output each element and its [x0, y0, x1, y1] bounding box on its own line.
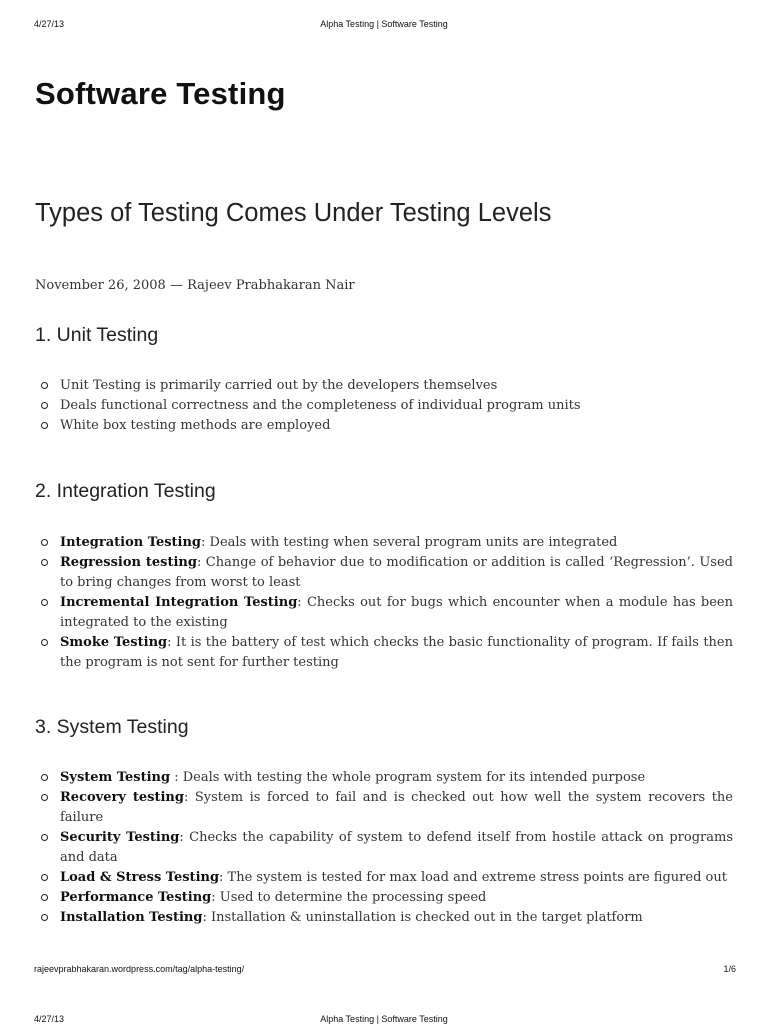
list-item	[35, 553, 733, 593]
list-item	[35, 888, 733, 908]
post-title[interactable]: Types of Testing Comes Under Testing Levels	[35, 199, 552, 227]
site-title[interactable]: Software Testing	[35, 76, 286, 111]
bullet-marker	[41, 914, 48, 921]
bullet-marker	[41, 599, 48, 606]
item-text: : It is the battery of test which checks the basic functionality of program. If fails then the program is not sent for further testing	[60, 635, 733, 670]
integration-testing-list	[35, 533, 733, 673]
bullet-marker	[41, 834, 48, 841]
list-item	[35, 593, 733, 633]
bullet-marker	[41, 559, 48, 566]
item-text: : Used to determine the processing speed	[211, 890, 487, 905]
list-item	[35, 868, 733, 888]
print-header-next-page	[0, 1014, 768, 1028]
print-page-title: Alpha Testing | Software Testing	[320, 19, 448, 29]
item-term: Performance Testing	[60, 890, 212, 905]
list-item	[35, 376, 733, 396]
list-item	[35, 416, 733, 436]
bullet-marker	[41, 874, 48, 881]
item-term: Recovery testing	[60, 790, 184, 805]
item-term: Installation Testing	[60, 910, 203, 925]
item-text: : Checks the capability of system to defend itself from hostile attack on programs and data	[60, 830, 733, 865]
list-item	[35, 908, 733, 928]
item-term: Security Testing	[60, 830, 180, 845]
section-heading-system-testing: 3. System Testing	[35, 716, 189, 738]
item-term: Smoke Testing	[60, 635, 168, 650]
print-page-number: 1/6	[723, 964, 736, 974]
item-term: Regression testing	[60, 555, 197, 570]
item-text: White box testing methods are employed	[60, 418, 331, 433]
bullet-marker	[41, 402, 48, 409]
item-text: : Deals with testing when several program units are integrated	[201, 535, 618, 550]
bullet-marker	[41, 794, 48, 801]
post-meta: November 26, 2008 — Rajeev Prabhakaran Nair	[35, 278, 355, 293]
item-text: : Installation & uninstallation is checked out in the target platform	[202, 910, 643, 925]
item-text: : The system is tested for max load and extreme stress points are figured out	[219, 870, 727, 885]
bullet-marker	[41, 382, 48, 389]
item-text: Deals functional correctness and the completeness of individual program units	[60, 398, 581, 413]
list-item	[35, 788, 733, 828]
bullet-marker	[41, 422, 48, 429]
section-heading-integration-testing: 2. Integration Testing	[35, 480, 216, 502]
bullet-marker	[41, 639, 48, 646]
list-item	[35, 396, 733, 416]
bullet-marker	[41, 539, 48, 546]
bullet-marker	[41, 894, 48, 901]
item-text: : Deals with testing the whole program system for its intended purpose	[170, 770, 646, 785]
item-text: Unit Testing is primarily carried out by the developers themselves	[60, 378, 498, 393]
print-date: 4/27/13	[34, 19, 65, 29]
item-text: : System is forced to fail and is checked out how well the system recovers the failure	[60, 790, 733, 825]
item-text: : Checks out for bugs which encounter when a module has been integrated to the existing	[60, 595, 733, 630]
list-item	[35, 828, 733, 868]
item-term: Integration Testing	[60, 535, 202, 550]
print-footer	[0, 964, 768, 978]
section-heading-unit-testing: 1. Unit Testing	[35, 324, 159, 346]
bullet-marker	[41, 774, 48, 781]
item-term: Load & Stress Testing	[60, 870, 220, 885]
item-term: Incremental Integration Testing	[60, 595, 298, 610]
unit-testing-list	[35, 376, 733, 436]
list-item	[35, 768, 733, 788]
system-testing-list	[35, 768, 733, 928]
item-text: : Change of behavior due to modification or addition is called ‘Regression’. Used to bring changes from worst to least	[60, 555, 733, 590]
print-page-title: Alpha Testing | Software Testing	[320, 1014, 448, 1024]
list-item	[35, 633, 733, 673]
item-term: System Testing	[60, 770, 171, 785]
print-url: rajeevprabhakaran.wordpress.com/tag/alpha-testing/	[34, 964, 245, 974]
list-item	[35, 533, 733, 553]
print-date: 4/27/13	[34, 1014, 65, 1024]
print-header	[0, 19, 768, 33]
